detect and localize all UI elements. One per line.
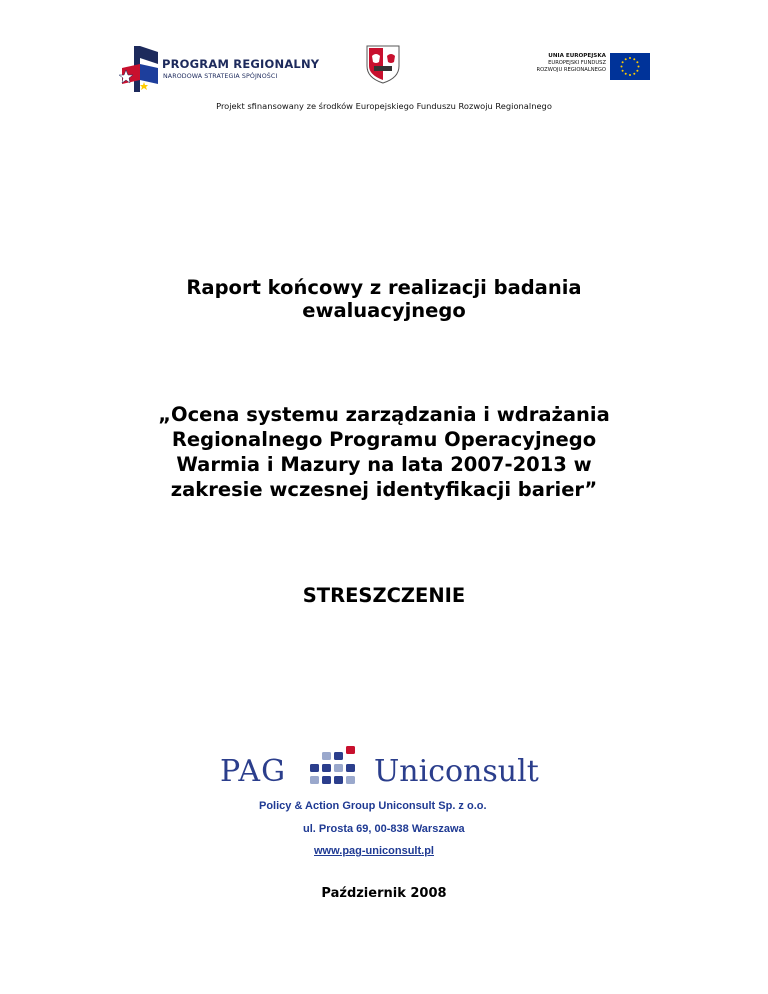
eu-logo xyxy=(520,50,650,82)
document-date: Październik 2008 xyxy=(321,886,447,901)
study-title-line: Regionalnego Programu Operacyjnego xyxy=(171,428,597,451)
program-logo-title: PROGRAM REGIONALNY xyxy=(162,57,320,71)
pag-uniconsult-logo xyxy=(220,746,550,794)
company-address: ul. Prosta 69, 00-838 Warszawa xyxy=(303,823,465,835)
program-logo-subtitle: NARODOWA STRATEGIA SPÓJNOŚCI xyxy=(163,73,278,80)
summary-heading: STRESZCZENIE xyxy=(302,584,466,607)
study-title-line: zakresie wczesnej identyfikacji barier” xyxy=(170,478,598,501)
study-title-line: Warmia i Mazury na lata 2007-2013 w xyxy=(176,453,592,476)
company-name: Policy & Action Group Uniconsult Sp. z o.o. xyxy=(259,800,487,812)
company-website-link[interactable]: www.pag-uniconsult.pl xyxy=(314,845,434,857)
eu-logo-subtitle-line2: ROZWOJU REGIONALNEGO xyxy=(536,67,606,73)
study-title xyxy=(0,402,768,502)
eu-logo-title: UNIA EUROPEJSKA xyxy=(548,53,606,59)
program-regionalny-logo xyxy=(118,42,318,96)
report-title xyxy=(0,276,768,322)
coat-of-arms-icon xyxy=(365,44,401,84)
funding-note: Projekt sfinansowany ze środków Europejskiego Funduszu Rozwoju Regionalnego xyxy=(216,101,552,111)
logo-squares-icon xyxy=(306,746,364,790)
eu-logo-subtitle-line1: EUROPEJSKI FUNDUSZ xyxy=(548,60,606,66)
report-title-line: Raport końcowy z realizacji badania xyxy=(186,276,582,299)
logo-text-uniconsult: Uniconsult xyxy=(374,754,539,789)
report-title-line: ewaluacyjnego xyxy=(302,299,466,322)
study-title-line: „Ocena systemu zarządzania i wdrażania xyxy=(158,403,610,426)
logo-text-pag: PAG xyxy=(220,754,287,789)
eu-flag-icon xyxy=(610,53,650,80)
program-regionalny-mark-icon xyxy=(118,42,166,96)
